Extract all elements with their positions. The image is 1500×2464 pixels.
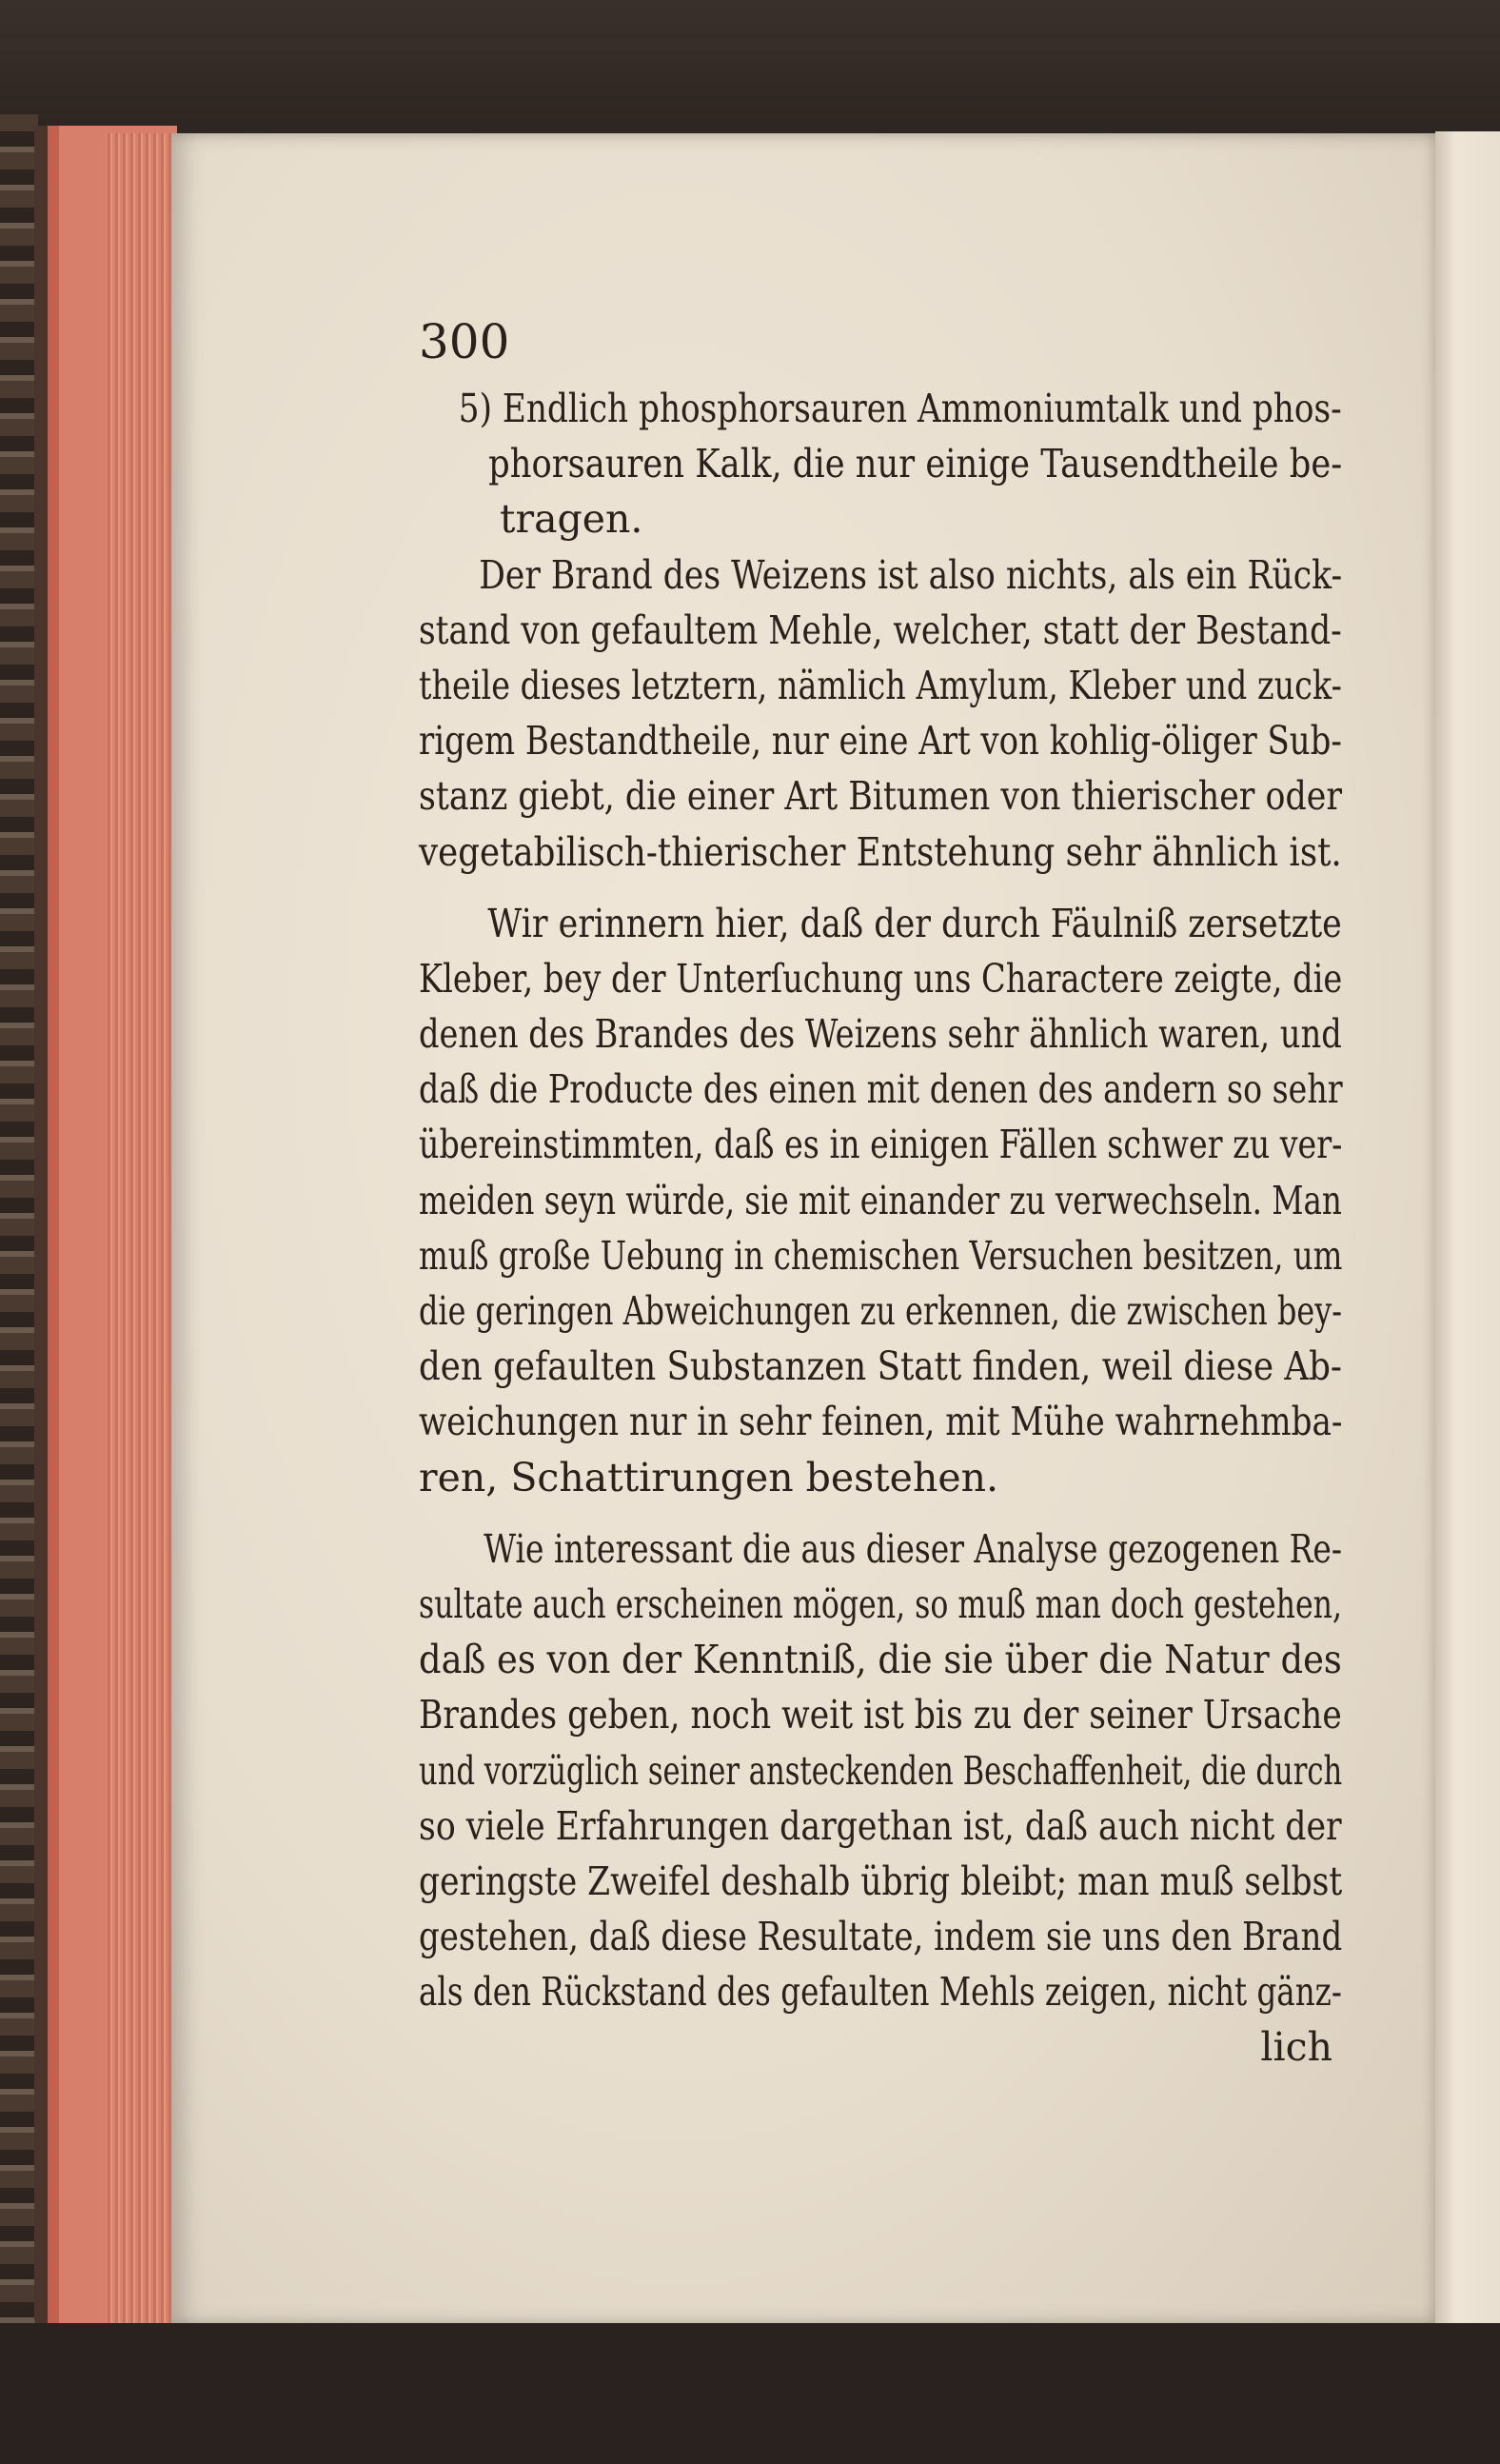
text-line: die geringen Abweichungen zu erkennen, die zwischen bey- [419,1288,1342,1334]
facing-page-edge [1435,131,1500,2331]
red-page-edges [105,133,181,2323]
text-line: 5) Endlich phosphorsauren Ammoniumtalk und phos- [458,386,1342,431]
paragraph-3 [419,896,1342,1505]
text-line: weichungen nur in sehr feinen, mit Mühe wahrnehmba- [419,1399,1343,1445]
text-line: so viele Erfahrungen dargethan ist, daß auch nicht der [419,1802,1342,1849]
text-line: übereinstimmten, daß es in einigen Fällen schwer zu ver- [419,1122,1343,1168]
text-line: Der Brand des Weizens ist also nichts, als ein Rück- [479,551,1343,598]
paragraph-2 [419,547,1342,880]
text-line: ren, Schattirungen bestehen. [419,1454,999,1500]
text-line: theile dieses letztern, nämlich Amylum, Kleber und zuck- [419,662,1342,708]
text-line: als den Rückstand des gefaulten Mehls zeigen, nicht gänz- [419,1969,1342,2016]
paragraph-1 [419,381,1342,547]
text-line: geringste Zweifel deshalb übrig bleibt; man muß selbst [419,1858,1343,1904]
text-line: Wie interessant die aus dieser Analyse gezogenen Re- [484,1525,1343,1572]
text-line: und vorzüglich seiner ansteckenden Beschaffenheit, die durch [419,1747,1343,1794]
text-line: Wir erinnern hier, daß der durch Fäulniß zersetzte [487,900,1342,946]
page-text [419,381,1342,2076]
text-line: den gefaulten Substanzen Statt finden, weil diese Ab- [419,1343,1342,1390]
text-line: Kleber, bey der Unterſuchung uns Charactere zeigte, die [419,955,1343,1002]
catchword: lich [1260,2024,1332,2071]
book-spine-background [0,114,38,2399]
text-line: meiden seyn würde, sie mit einander zu verwechseln. Man [419,1177,1342,1223]
text-line: muß große Uebung in chemischen Versuchen besitzen, um [419,1232,1343,1279]
text-line: tragen. [500,496,643,543]
background-top [0,0,1500,152]
text-line: daß die Producte des einen mit denen des andern so sehr [419,1066,1343,1113]
text-line: denen des Brandes des Weizens sehr ähnlich waren, und [419,1011,1342,1058]
background-bottom [0,2323,1500,2464]
text-line: sultate auch erscheinen mögen, so muß man doch gestehen, [419,1580,1343,1627]
text-line: phorsauren Kalk, die nur einige Tausendtheile be- [488,441,1343,487]
text-line: gestehen, daß diese Resultate, indem sie uns den Brand [419,1914,1343,1960]
text-line: Brandes geben, noch weit ist bis zu der seiner Ursache [419,1692,1342,1739]
text-line: rigem Bestandtheile, nur eine Art von kohlig-öliger Sub- [419,718,1342,765]
text-line: stand von gefaultem Mehle, welcher, statt der Bestand- [419,606,1342,653]
text-line: stanz giebt, die einer Art Bitumen von thierischer oder [419,773,1342,820]
text-line: daß es von der Kenntniß, die sie über die Natur des [419,1637,1342,1683]
text-line: vegetabilisch-thierischer Entstehung sehr ähnlich ist. [419,828,1342,875]
page-number: 300 [419,314,510,369]
paragraph-4 [419,1521,1342,2020]
